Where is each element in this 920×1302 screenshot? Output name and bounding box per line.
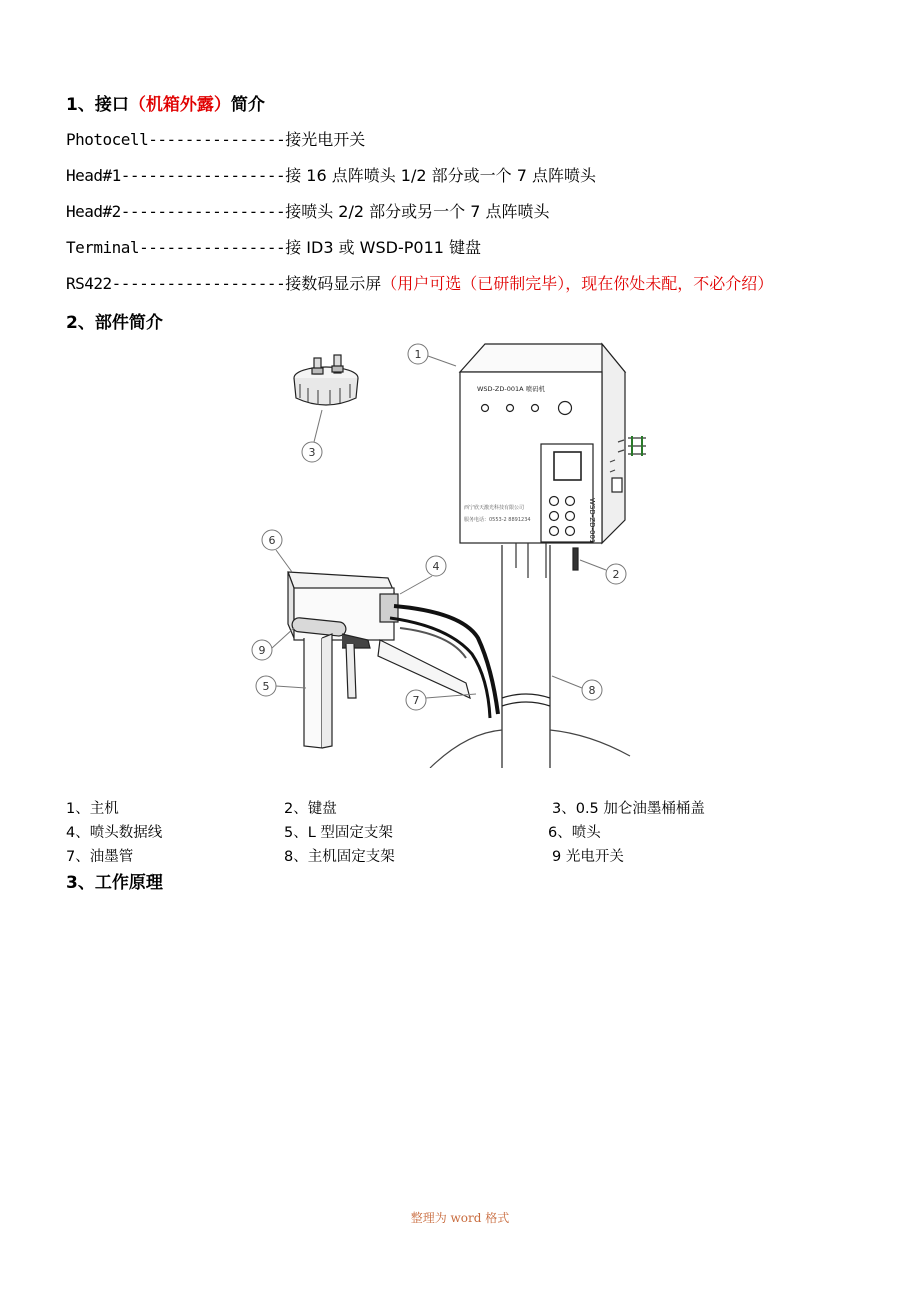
legend-item-7: 7、油墨管 — [66, 849, 134, 865]
page-footer: 整理为 word 格式 — [410, 1211, 510, 1225]
ink-cap-drawing — [294, 355, 358, 405]
interface-dashes: --------------- — [148, 130, 286, 149]
callout-5: 5 — [262, 680, 270, 693]
main-stand-drawing — [430, 545, 630, 768]
print-head-drawing — [288, 572, 498, 748]
legend-item-8: 8、主机固定支架 — [284, 849, 395, 865]
side-model-label: WSD-ZD-001 — [588, 498, 596, 544]
callout-7: 7 — [412, 694, 420, 707]
company-name: 西宁欣天激光科技有限公司 — [464, 505, 525, 511]
main-unit-drawing — [460, 344, 646, 578]
interface-line-head2 — [66, 199, 549, 222]
interface-name: Head#2 — [66, 202, 121, 221]
callout-8: 8 — [588, 684, 596, 697]
section-1-title: 接口 — [94, 95, 129, 115]
legend-item-9: 9 光电开关 — [552, 849, 624, 865]
interface-name: RS422 — [66, 274, 112, 293]
section-1-number: 1、 — [66, 95, 95, 115]
section-2-heading: 2、部件简介 — [66, 313, 163, 333]
interface-dashes: ------------------ — [120, 166, 286, 185]
machine-model-label: WSD-ZD-001A 喷码机 — [477, 385, 546, 393]
callout-1: 1 — [414, 348, 422, 361]
legend-item-5: 5、L 型固定支架 — [284, 825, 393, 841]
interface-desc: 接数码显示屏 — [285, 274, 382, 293]
interface-dashes: ---------------- — [139, 238, 286, 257]
interface-line-rs422 — [66, 271, 773, 294]
callout-4: 4 — [432, 560, 440, 573]
section-1-title-suffix: 简介 — [230, 95, 265, 115]
callout-2: 2 — [612, 568, 620, 581]
parts-diagram — [230, 338, 700, 768]
interface-name: Head#1 — [66, 166, 121, 185]
interface-desc: 接光电开关 — [285, 130, 366, 149]
section-1-red-note: （机箱外露） — [128, 95, 231, 115]
legend-item-4: 4、喷头数据线 — [66, 825, 163, 841]
interface-desc: 接喷头 2/2 部分或另一个 7 点阵喷头 — [285, 202, 550, 221]
interface-line-terminal — [66, 235, 481, 258]
callout-6: 6 — [268, 534, 276, 547]
interface-line-head1 — [66, 163, 596, 186]
legend-item-1: 1、主机 — [66, 801, 119, 817]
section-3-heading: 3、工作原理 — [66, 873, 163, 893]
legend-item-2: 2、键盘 — [284, 801, 337, 817]
callout-9: 9 — [258, 644, 266, 657]
interface-red-note: （用户可选（已研制完毕），现在你处未配，不必介绍） — [381, 274, 774, 293]
interface-name: Terminal — [66, 238, 140, 257]
legend-item-6: 6、喷头 — [548, 825, 601, 841]
legend-item-3: 3、0.5 加仑油墨桶桶盖 — [552, 801, 705, 817]
callout-3: 3 — [308, 446, 316, 459]
interface-name: Photocell — [66, 130, 149, 149]
interface-dashes: ------------------ — [120, 202, 286, 221]
company-phone: 服务电话：0553-2 8891234 — [464, 517, 531, 523]
section-1-heading — [66, 90, 265, 115]
interface-desc: 接 16 点阵喷头 1/2 部分或一个 7 点阵喷头 — [285, 166, 596, 185]
interface-dashes: ------------------- — [111, 274, 286, 293]
interface-line-photocell — [66, 127, 365, 150]
interface-desc: 接 ID3 或 WSD-P011 键盘 — [285, 238, 482, 257]
